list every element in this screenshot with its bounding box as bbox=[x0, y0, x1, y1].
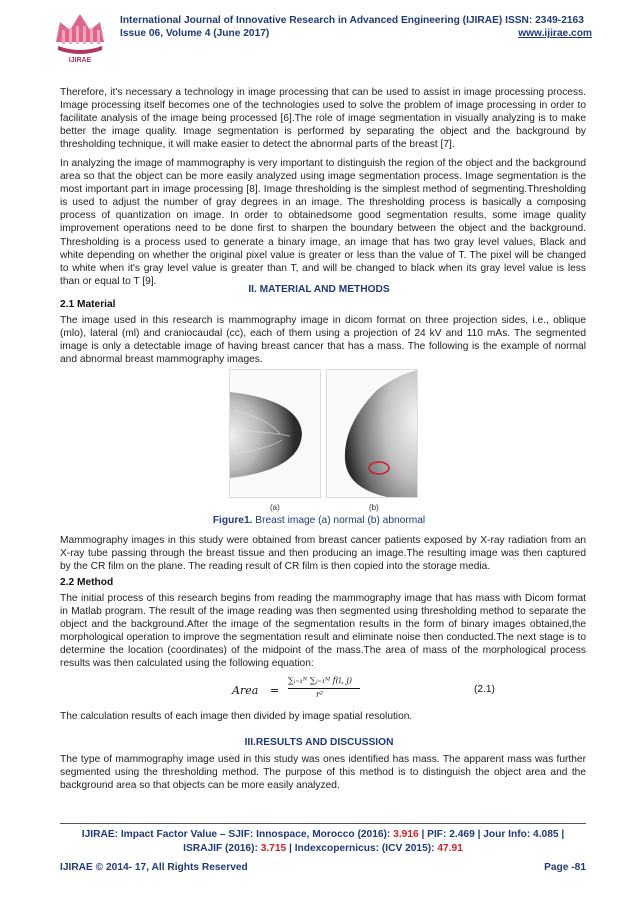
mammogram-normal-image bbox=[229, 369, 321, 498]
journal-name: International Journal of Innovative Research in Advanced Engineering (IJIRAE) bbox=[120, 15, 503, 26]
journal-logo bbox=[50, 8, 110, 66]
page-number: Page -81 bbox=[544, 862, 586, 873]
footer-impact bbox=[60, 828, 586, 856]
section-heading-results: III.RESULTS AND DISCUSSION bbox=[244, 737, 394, 748]
equation-numerator: ∑ᵢ₌₁ᴺ ∑ⱼ₌₁ᴹ f(i, j) bbox=[288, 676, 352, 685]
footer-divider bbox=[60, 823, 586, 824]
svg-text:IJIRAE: IJIRAE bbox=[68, 57, 92, 64]
footer-impact-line-2 bbox=[60, 842, 586, 856]
footer-value: 47.91 bbox=[437, 843, 463, 854]
equation-equals: = bbox=[270, 684, 280, 697]
paragraph-intro-2: In analyzing the image of mammography is very important to distinguish the region of the object and the background area so that the object can be more easily analyzed using image segmentation process. Image segmentation is the most important part in image processing [8]. Image thresholding is the simplest method of segmenting.Thresholding is used to adjust the number of gray degrees in an image. The thresholding process is basically a composing process of quantization on image. In order to obtainedsome good segmentation results, some image quality improvement operations need to be done first to sharpen the boundary between the object and the background. Thresholding is a process used to generate a binary image, an image that has two gray level values, Black and white depending on whether the original pixel value is greater or less than the value of T. The pixel will be changed to white when it's gray level value is greater than T, and will be changed to black when its gray level value is less than or equal to T [9]. bbox=[60, 158, 586, 287]
subsection-heading-method: 2.2 Method bbox=[60, 577, 114, 588]
figure-caption-text: Breast image (a) normal (b) abnormal bbox=[252, 515, 426, 526]
footer-text: | PIF: 2.469 | Jour Info: 4.085 | bbox=[418, 829, 565, 840]
subsection-heading-material: 2.1 Material bbox=[60, 299, 116, 310]
paragraph-material: The image used in this research is mammography image in dicom format on three projection sides, i.e., oblique (mlo), lateral (ml) and craniocaudal (cc), each of them using a projection of 24 kV and 110 mAs. The segmented image is only a detectable image of having breast cancer that has a mass. The following is the example of normal and abnormal breast mammography images. bbox=[60, 315, 586, 366]
paragraph-results: The type of mammography image used in this study was ones identified has mass. The apparent mass was further segmented using the thresholding method. The purpose of this method is to distinguish the object area and the background area so that objects can be more easily analyzed. bbox=[60, 754, 586, 792]
figure-1 bbox=[229, 369, 416, 499]
footer-copyright: IJIRAE © 2014- 17, All Rights Reserved bbox=[60, 862, 248, 873]
equation-lhs: Area bbox=[232, 684, 259, 697]
mammogram-abnormal-image bbox=[326, 369, 418, 498]
paragraph-intro-1: Therefore, it's necessary a technology in image processing that can be used to assist in image processing process. Image processing itself becomes one of the technologies used to solve the problem of image processing in order to facilitate analysis of the image being processed [6].The role of image segmentation in visually analyzing is to make better the image quality. Image segmentation is performed by separating the object and the background by thresholding technique, it will make easier to detect the abnormal parts of the breast [7]. bbox=[60, 87, 586, 151]
journal-website-link[interactable]: www.ijirae.com bbox=[518, 28, 592, 39]
paragraph-method: The initial process of this research begins from reading the mammography image that has mass with Dicom format in Matlab program. The result of the image reading was then segmented using thresholding method to separate the object and the background.After the image of the segmentation results in the form of binary images obtained,the morphological operation to improve the segmentation result and eliminate noise then conducted.The next stage is to determine the location (coordinates) of the midpoint of the mass.The area of mass of the morphological process results was then calculated using the following equation: bbox=[60, 593, 586, 670]
journal-title bbox=[120, 14, 590, 28]
footer-value: 3.715 bbox=[260, 843, 287, 854]
footer-impact-line-1 bbox=[60, 828, 586, 842]
fraction-bar bbox=[288, 688, 360, 689]
issue-info: Issue 06, Volume 4 (June 2017) bbox=[120, 28, 270, 39]
section-heading-materials-methods: II. MATERIAL AND METHODS bbox=[248, 284, 390, 295]
equation-area bbox=[232, 676, 592, 710]
footer-text: | Indexcopernicus: (ICV 2015): bbox=[286, 843, 438, 854]
journal-issn: ISSN: 2349-2163 bbox=[505, 15, 584, 26]
paragraph-resolution: The calculation results of each image then divided by image spatial resolution. bbox=[60, 711, 413, 722]
footer-text: IJIRAE: Impact Factor Value – SJIF: Innospace, Morocco (2016): bbox=[81, 829, 394, 840]
figure-caption bbox=[0, 515, 638, 526]
footer-value: 3.916 bbox=[393, 829, 419, 840]
figure-label-a: (a) bbox=[270, 503, 280, 512]
paragraph-acquisition: Mammography images in this study were obtained from breast cancer patients exposed by X-ray radiation from an X-ray tube passing through the breast tissue and then producing an image.The resulting image was then captured by the CR film on the plane. The reading result of CR film is then copied into the storage media. bbox=[60, 535, 586, 573]
footer-text: ISRAJIF (2016): bbox=[183, 843, 261, 854]
equation-number: (2.1) bbox=[474, 684, 495, 695]
figure-label-b: (b) bbox=[369, 503, 379, 512]
equation-denominator: r² bbox=[316, 690, 324, 699]
figure-caption-label: Figure1. bbox=[212, 515, 253, 526]
